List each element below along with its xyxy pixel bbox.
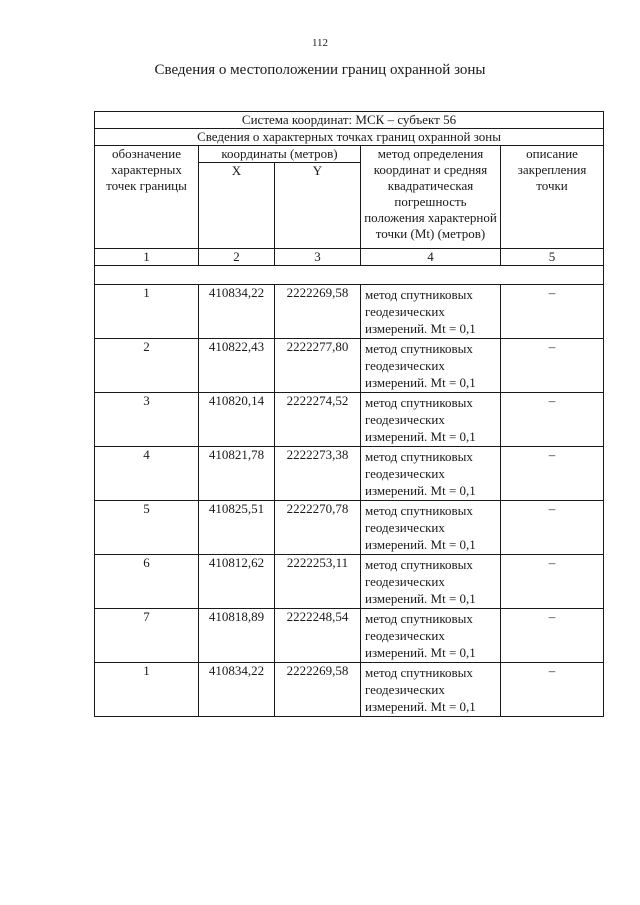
table-row	[95, 285, 604, 339]
column-number: 4	[361, 249, 501, 266]
y-coordinate-cell: 2222270,78	[275, 501, 361, 555]
x-coordinate-cell: 410834,22	[199, 663, 275, 717]
table-row	[95, 501, 604, 555]
header-method: метод определения координат и средняя квадратическая погрешность положения характерной точки (Mt) (метров)	[361, 146, 501, 249]
point-cell: 6	[95, 555, 199, 609]
table-row	[95, 555, 604, 609]
y-coordinate-cell: 2222248,54	[275, 609, 361, 663]
fixing-cell: –	[501, 555, 604, 609]
column-number: 1	[95, 249, 199, 266]
section-title-row: Сведения о характерных точках границ охранной зоны	[95, 129, 604, 146]
blank-row	[95, 266, 604, 285]
table-row	[95, 339, 604, 393]
table-row	[95, 393, 604, 447]
x-coordinate-cell: 410818,89	[199, 609, 275, 663]
y-coordinate-cell: 2222253,11	[275, 555, 361, 609]
header-designation: обозначение характерных точек границы	[95, 146, 199, 249]
coordinates-table	[94, 111, 604, 717]
point-cell: 2	[95, 339, 199, 393]
point-cell: 1	[95, 285, 199, 339]
method-cell: метод спутниковых геодезических измерений. Mt = 0,1	[361, 393, 501, 447]
page-number: 112	[311, 37, 329, 49]
y-coordinate-cell: 2222269,58	[275, 285, 361, 339]
point-cell: 4	[95, 447, 199, 501]
fixing-cell: –	[501, 447, 604, 501]
x-coordinate-cell: 410821,78	[199, 447, 275, 501]
fixing-cell: –	[501, 393, 604, 447]
x-coordinate-cell: 410812,62	[199, 555, 275, 609]
y-coordinate-cell: 2222273,38	[275, 447, 361, 501]
fixing-cell: –	[501, 663, 604, 717]
column-number: 5	[501, 249, 604, 266]
method-cell: метод спутниковых геодезических измерений. Mt = 0,1	[361, 447, 501, 501]
method-cell: метод спутниковых геодезических измерений. Mt = 0,1	[361, 609, 501, 663]
method-cell: метод спутниковых геодезических измерений. Mt = 0,1	[361, 285, 501, 339]
fixing-cell: –	[501, 339, 604, 393]
column-number: 2	[199, 249, 275, 266]
method-cell: метод спутниковых геодезических измерений. Mt = 0,1	[361, 339, 501, 393]
fixing-cell: –	[501, 285, 604, 339]
x-coordinate-cell: 410825,51	[199, 501, 275, 555]
y-coordinate-cell: 2222277,80	[275, 339, 361, 393]
x-coordinate-cell: 410820,14	[199, 393, 275, 447]
header-x: X	[199, 163, 275, 249]
point-cell: 1	[95, 663, 199, 717]
table-row	[95, 663, 604, 717]
fixing-cell: –	[501, 501, 604, 555]
y-coordinate-cell: 2222274,52	[275, 393, 361, 447]
point-cell: 3	[95, 393, 199, 447]
method-cell: метод спутниковых геодезических измерений. Mt = 0,1	[361, 501, 501, 555]
header-y: Y	[275, 163, 361, 249]
method-cell: метод спутниковых геодезических измерений. Mt = 0,1	[361, 555, 501, 609]
header-fixing: описание закрепления точки	[501, 146, 604, 249]
x-coordinate-cell: 410834,22	[199, 285, 275, 339]
fixing-cell: –	[501, 609, 604, 663]
table-row	[95, 447, 604, 501]
column-number: 3	[275, 249, 361, 266]
method-cell: метод спутниковых геодезических измерений. Mt = 0,1	[361, 663, 501, 717]
x-coordinate-cell: 410822,43	[199, 339, 275, 393]
header-coordinates: координаты (метров)	[199, 146, 361, 163]
table-row	[95, 609, 604, 663]
point-cell: 7	[95, 609, 199, 663]
point-cell: 5	[95, 501, 199, 555]
document-title: Сведения о местоположении границ охранной зоны	[154, 62, 486, 78]
column-numbers-row	[95, 249, 604, 266]
y-coordinate-cell: 2222269,58	[275, 663, 361, 717]
coordinate-system-row: Система координат: МСК – субъект 56	[95, 112, 604, 129]
